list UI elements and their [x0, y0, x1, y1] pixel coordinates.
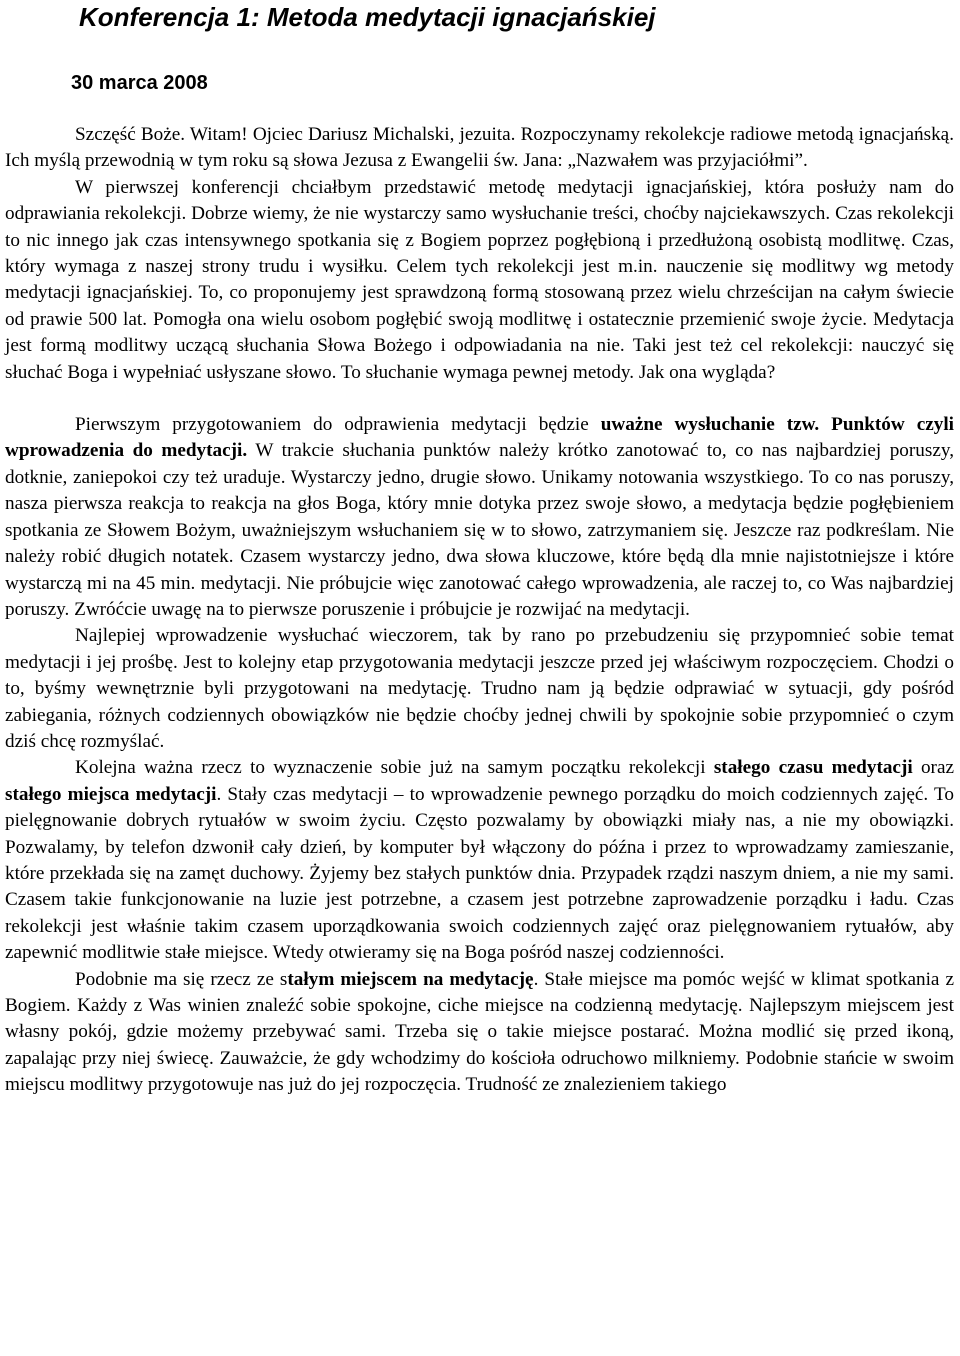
paragraph-intro: Szczęść Boże. Witam! Ojciec Dariusz Michalski, jezuita. Rozpoczynamy rekolekcje radiowe metodą ignacjańską. Ich myślą przewodnią w tym roku są słowa Jezusa z Ewangelii św. Jana: „Nazwałem was przyjaciółmi”. [5, 124, 954, 172]
paragraph-text: oraz [912, 757, 954, 779]
document-date: 30 marca 2008 [71, 72, 208, 94]
paragraph-method: W pierwszej konferencji chciałbym przedstawić metodę medytacji ignacjańskiej, która posłuży nam do odprawiania rekolekcji. Dobrze wiemy, że nie wystarczy samo wysłuchanie treści, choćby najciekawszych. Czas rekolekcji to nic innego jak czas intensywnego spotkania się z Bogiem poprzez pogłębioną i przedłużoną osobistą modlitwę. Czas, który wymaga z naszej strony trudu i wysiłku. Celem tych rekolekcji jest m.in. nauczenie się modlitwy wg metody medytacji ignacjańskiej. To, co proponujemy jest sprawdzoną formą stosowaną przez wielu chrześcijan na całym świecie od prawie 500 lat. Pomogła ona wielu osobom pogłębić swoją modlitwę i ostatecznie przemienić swoje życie. Medytacja jest formą modlitwy uczącą słuchania Słowa Bożego i odpowiadania na nie. Taki jest też cel rekolekcji: nauczyć się słuchać Boga i wypełniać usłyszane słowo. To słuchanie wymaga pewnej metody. Jak ona wygląda? [5, 176, 954, 383]
paragraph-text: W trakcie słuchania punktów należy krótko zanotować to, co nas najbardziej poruszy, dotknie, zaniepokoi czy też uraduje. Wystarczy jedno, drugie słowo. Unikamy notowania wszystkiego. To co nas poruszy, nasza pierwsza reakcja to reakcja na głos Boga, który mnie dotyka przez swoje słowo, a medytacja będzie pogłębieniem spotkania ze Słowem Bożym, uważniejszym wsłuchaniem się w to słowo, zatrzymaniem się. Jeszcze raz podkreślam. Nie należy robić długich notatek. Czasem wystarczy jedno, dwa słowa kluczowe, które będą dla mnie najistotniejsze i które wystarczą mi na 45 min. medytacji. Nie próbujcie więc zanotować całego wprowadzenia, ale raczej to, co Was najbardziej poruszy. Zwróćcie uwagę na to pierwsze poruszenie i próbujcie je rozwijać na medytacji. [5, 440, 954, 620]
document-body [5, 122, 954, 1099]
bold-phrase: stałego miejsca medytacji [5, 783, 217, 805]
paragraph-text: Podobnie ma się rzecz ze s [75, 968, 288, 990]
paragraph-text: Pierwszym przygotowaniem do odprawienia medytacji będzie [75, 414, 601, 436]
paragraph-first-preparation [5, 412, 954, 623]
paragraph-fixed-place [5, 967, 954, 1099]
bold-phrase: uważne wysłuchanie tzw. Punktów czyli wprowadzenia do medytacji. [5, 414, 954, 462]
paragraph-fixed-time [5, 755, 954, 966]
paragraph-spacer [5, 386, 954, 412]
paragraph-text: . Stałe miejsce ma pomóc wejść w klimat spotkania z Bogiem. Każdy z Was winien znaleźć sobie spokojne, ciche miejsce na codzienną medytację. Najlepszym miejscem jest własny pokój, gdzie możemy przebywać sami. Trzeba się o takie miejsce postarać. Można modlić się przed ikoną, zapalając przy niej świecę. Zauważcie, że gdy wchodzimy do kościoła odruchowo milkniemy. Podobnie stańcie w swoim miejscu modlitwy przygotowuje nas już do jej rozpoczęcia. Trudność ze znalezieniem takiego [5, 968, 954, 1096]
paragraph-text: Kolejna ważna rzecz to wyznaczenie sobie już na samym początku rekolekcji [75, 757, 714, 779]
bold-phrase: tałym miejscem na medytację [287, 968, 534, 990]
paragraph-evening-listening: Najlepiej wprowadzenie wysłuchać wieczorem, tak by rano po przebudzeniu się przypomnieć sobie temat medytacji i jej prośbę. Jest to kolejny etap przygotowania medytacji jeszcze przed jej właściwym rozpoczęciem. Chodzi o to, byśmy wewnętrznie byli przygotowani na medytację. Trudno nam ją będzie odprawiać w sytuacji, gdy pośród zabiegania, różnych codziennych obowiązków nie będzie choćby jednej chwili by spokojnie sobie przypomnieć o czym dziś chcę rozmyślać. [5, 625, 954, 752]
document-title: Konferencja 1: Metoda medytacji ignacjańskiej [79, 2, 656, 32]
bold-phrase: stałego czasu medytacji [713, 757, 913, 779]
paragraph-text: . Stały czas medytacji – to wprowadzenie pewnego porządku do moich codziennych zajęć. To pielęgnowanie dobrych rytuałów w swoim życiu. Często pozwalamy by obowiązki miały nas, a nie my obowiązki. Pozwalamy, by telefon dzwonił cały dzień, by komputer był włączony do późna i przez to wprowadzamy zamieszanie, które przekłada się na zamęt duchowy. Żyjemy bez stałych punktów dnia. Przypadek rządzi naszym dniem, a nie my sami. Czasem takie funkcjonowanie na luzie jest potrzebne, a czasem jest potrzebne zaprowadzenie porządku i ładu. Czas rekolekcji jest właśnie takim czasem uporządkowania swoich codziennych zajęć oraz pielęgnowaniem rytuałów, aby zapewnić modlitwie stałe miejsce. Wtedy otwieramy się na Boga pośród naszej codzienności. [5, 783, 954, 964]
